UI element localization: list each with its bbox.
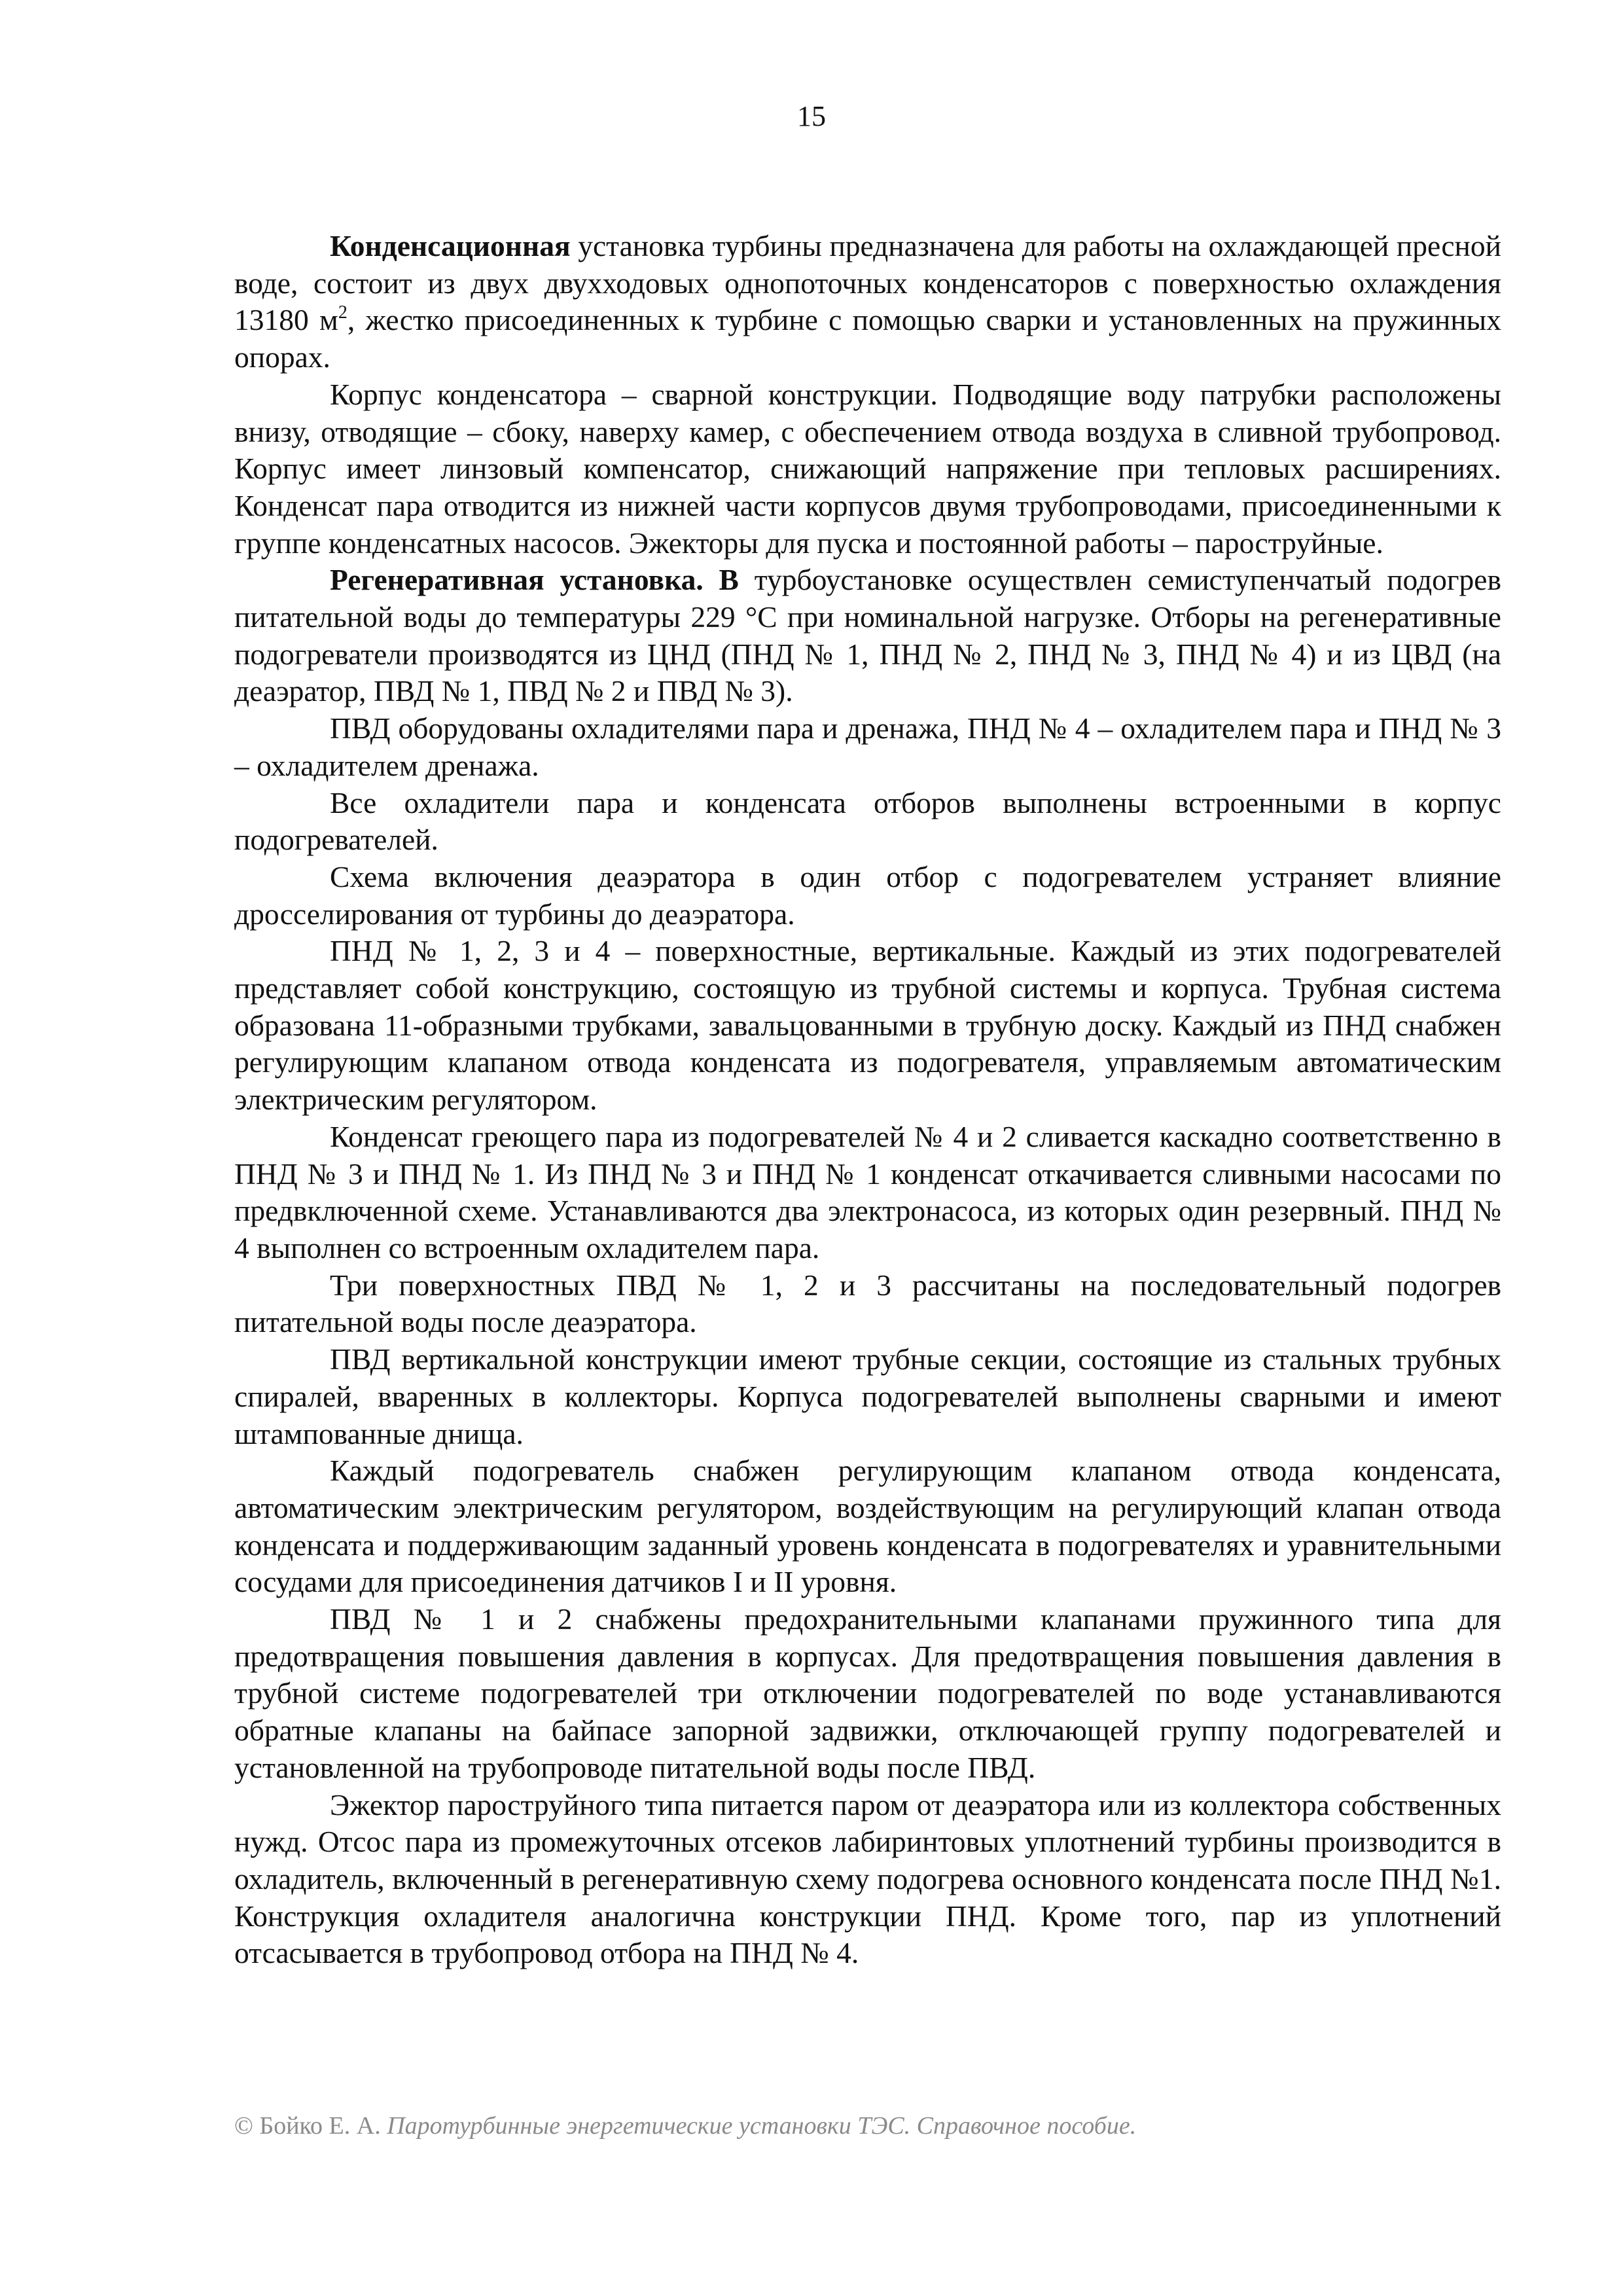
- paragraph: Схема включения деаэратора в один отбор с подогревателем устраняет влияние дросселирования от турбины до деаэратора.: [234, 859, 1501, 931]
- paragraph: Все охладители пара и конденсата отборов выполнены встроенными в корпус подогревателей.: [234, 785, 1501, 857]
- paragraph-text-tail: , жестко присоединенных к турбине с помощью сварки и установленных на пружинных опорах.: [234, 303, 1501, 374]
- paragraph: Каждый подогреватель снабжен регулирующим клапаном отвода конденсата, автоматическим электрическим регулятором, воздействующим на регулирующий клапан отвода конденсата и поддерживающим заданный уровень конденсата в подогревателях и уравнительными сосудами для присоединения датчиков I и II уровня.: [234, 1454, 1501, 1599]
- section-lead: Регенеративная установка. В: [330, 563, 739, 597]
- paragraph-regenerative: [234, 562, 1501, 710]
- paragraph: Эжектор пароструйного типа питается паром от деаэратора или из коллектора собственных нужд. Отсос пара из промежуточных отсеков лабиринтовых уплотнений турбины производится в охладитель, включенный в регенеративную схему подогрева основного конденсата после ПНД №1. Конструкция охладителя аналогична конструкции ПНД. Кроме того, пар из уплотнений отсасывается в трубопровод отбора на ПНД № 4.: [234, 1787, 1501, 1970]
- paragraph-text: установка турбины предназначена для работы на охлаждающей пресной воде, состоит из двух двухходовых однопоточных конденсаторов с поверхностью охлаждения 13180 м: [234, 229, 1501, 337]
- paragraph: ПВД № 1 и 2 снабжены предохранительными клапанами пружинного типа для предотвращения повышения давления в корпусах. Для предотвращения повышения давления в трубной системе подогревателей три отключении подогревателей по воде устанавливаются обратные клапаны на байпасе запорной задвижки, отключающей группу подогревателей и установленной на трубопроводе питательной воды после ПВД.: [234, 1602, 1501, 1784]
- paragraph: ПВД оборудованы охладителями пара и дренажа, ПНД № 4 – охладителем пара и ПНД № 3 – охладителем дренажа.: [234, 711, 1501, 782]
- superscript: 2: [338, 302, 348, 323]
- paragraph: ПНД № 1, 2, 3 и 4 – поверхностные, вертикальные. Каждый из этих подогревателей представляет собой конструкцию, состоящую из трубной системы и корпуса. Трубная система образована 11-образными трубками, завальцованными в трубную доску. Каждый из ПНД снабжен регулирующим клапаном отвода конденсата из подогревателя, управляемым автоматическим электрическим регулятором.: [234, 934, 1501, 1117]
- paragraph: ПВД вертикальной конструкции имеют трубные секции, состоящие из стальных трубных спиралей, вваренных в коллекторы. Корпуса подогревателей выполнены сварными и имеют штампованные днища.: [234, 1342, 1501, 1450]
- paragraph: Корпус конденсатора – сварной конструкции. Подводящие воду патрубки расположены внизу, отводящие – сбоку, наверху камер, с обеспечением отвода воздуха в сливной трубопровод. Корпус имеет линзовый компенсатор, снижающий напряжение при тепловых расширениях. Конденсат пара отводится из нижней части корпусов двумя трубопроводами, присоединенными к группе конденсатных насосов. Эжекторы для пуска и постоянной работы – пароструйные.: [234, 377, 1501, 560]
- paragraph-text: турбоустановке осуществлен семиступенчатый подогрев питательной воды до температуры 229 °С при номинальной нагрузке. Отборы на регенеративные подогреватели производятся из ЦНД (ПНД № 1, ПНД № 2, ПНД № 3, ПНД № 4) и из ЦВД (на деаэратор, ПВД № 1, ПВД № 2 и ПВД № 3).: [234, 563, 1501, 708]
- footer-author: © Бойко Е. А.: [234, 2112, 387, 2140]
- paragraph-condenser: [234, 228, 1501, 376]
- page-number: 15: [797, 100, 826, 132]
- footer-book-title: Паротурбинные энергетические установки ТЭС. Справочное пособие.: [387, 2112, 1137, 2140]
- footer-copyright: [234, 2111, 1501, 2140]
- section-lead: Конденсационная: [330, 229, 571, 262]
- paragraph: Конденсат греющего пара из подогревателей № 4 и 2 сливается каскадно соответственно в ПНД № 3 и ПНД № 1. Из ПНД № 3 и ПНД № 1 конденсат откачивается сливными насосами по предвключенной схеме. Устанавливаются два электронасоса, из которых один резервный. ПНД № 4 выполнен со встроенным охладителем пара.: [234, 1119, 1501, 1265]
- body-text: [234, 228, 1501, 1972]
- paragraph: Три поверхностных ПВД № 1, 2 и 3 рассчитаны на последовательный подогрев питательной воды после деаэратора.: [234, 1268, 1501, 1339]
